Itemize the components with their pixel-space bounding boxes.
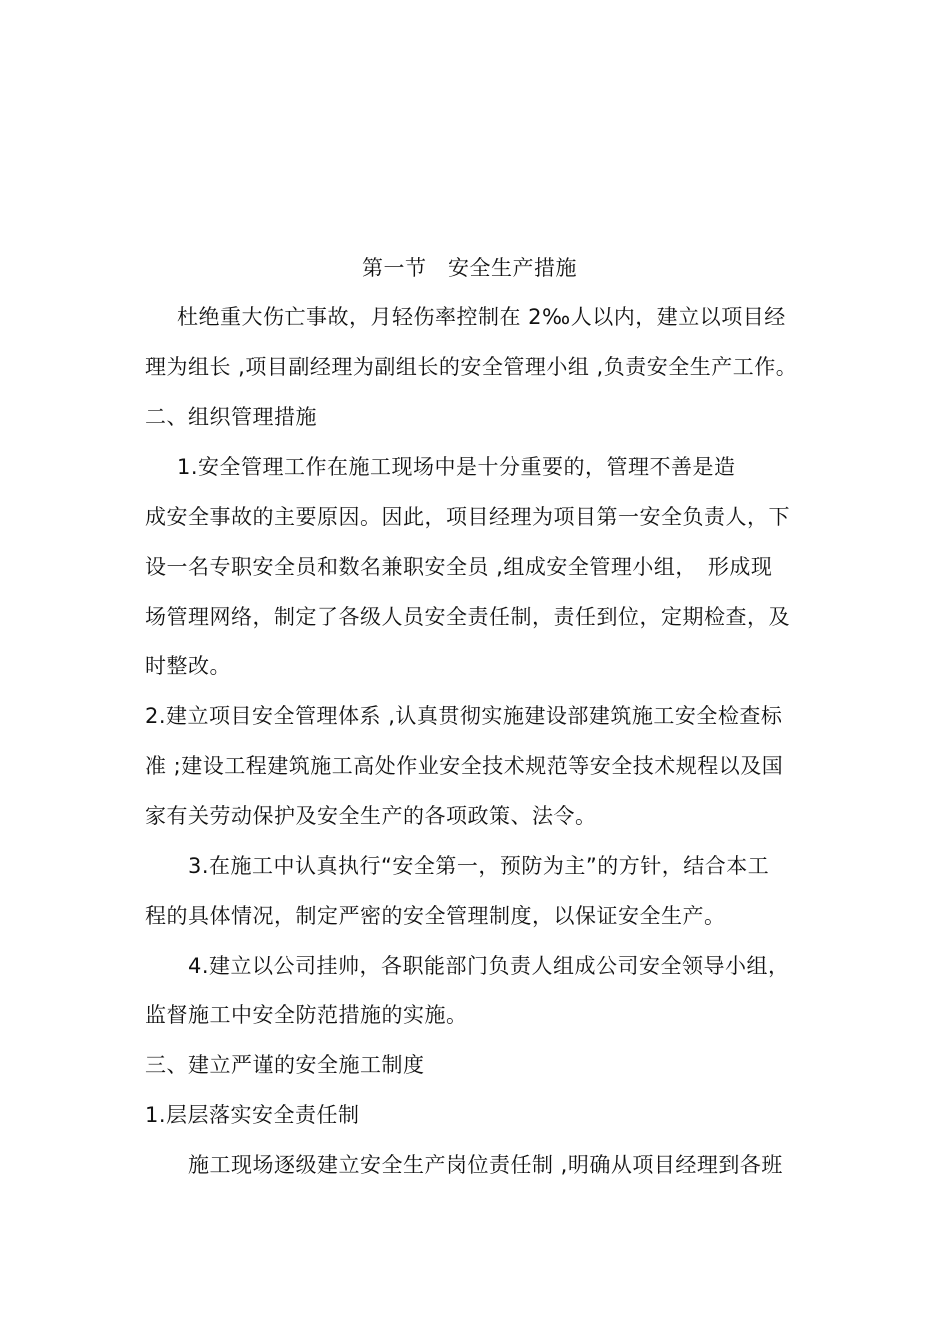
subheading: 三、建立严谨的安全施工制度 (145, 1053, 425, 1077)
subheading: 1.层层落实安全责任制 (145, 1103, 360, 1127)
text-line: 成安全事故的主要原因。因此，项目经理为项目第一安全负责人，下 (145, 505, 790, 529)
text-line: 设一名专职安全员和数名兼职安全员 ,组成安全管理小组， 形成现 (145, 555, 773, 579)
text-line: 准 ;建设工程建筑施工高处作业安全技术规范等安全技术规程以及国 (145, 754, 784, 778)
subheading: 二、组织管理措施 (145, 405, 317, 429)
text-line: 时整改。 (145, 654, 231, 678)
text-line: 4.建立以公司挂帅，各职能部门负责人组成公司安全领导小组， (188, 954, 790, 978)
text-line: 监督施工中安全防范措施的实施。 (145, 1003, 468, 1027)
text-line: 杜绝重大伤亡事故，月轻伤率控制在 2‰人以内，建立以项目经 (177, 305, 786, 329)
text-line: 理为组长 ,项目副经理为副组长的安全管理小组 ,负责安全生产工作。 (145, 355, 798, 379)
text-line: 家有关劳动保护及安全生产的各项政策、法令。 (145, 804, 597, 828)
text-line: 施工现场逐级建立安全生产岗位责任制 ,明确从项目经理到各班 (188, 1153, 783, 1177)
text-line: 3.在施工中认真执行“安全第一，预防为主”的方针，结合本工 (188, 854, 770, 878)
section-title: 第一节 安全生产措施 (362, 256, 577, 280)
text-line: 1.安全管理工作在施工现场中是十分重要的，管理不善是造 (177, 455, 736, 479)
text-line: 程的具体情况，制定严密的安全管理制度，以保证安全生产。 (145, 904, 726, 928)
text-line: 场管理网络，制定了各级人员安全责任制，责任到位，定期检查，及 (145, 605, 790, 629)
text-line: 2.建立项目安全管理体系 ,认真贯彻实施建设部建筑施工安全检查标 (145, 704, 783, 728)
